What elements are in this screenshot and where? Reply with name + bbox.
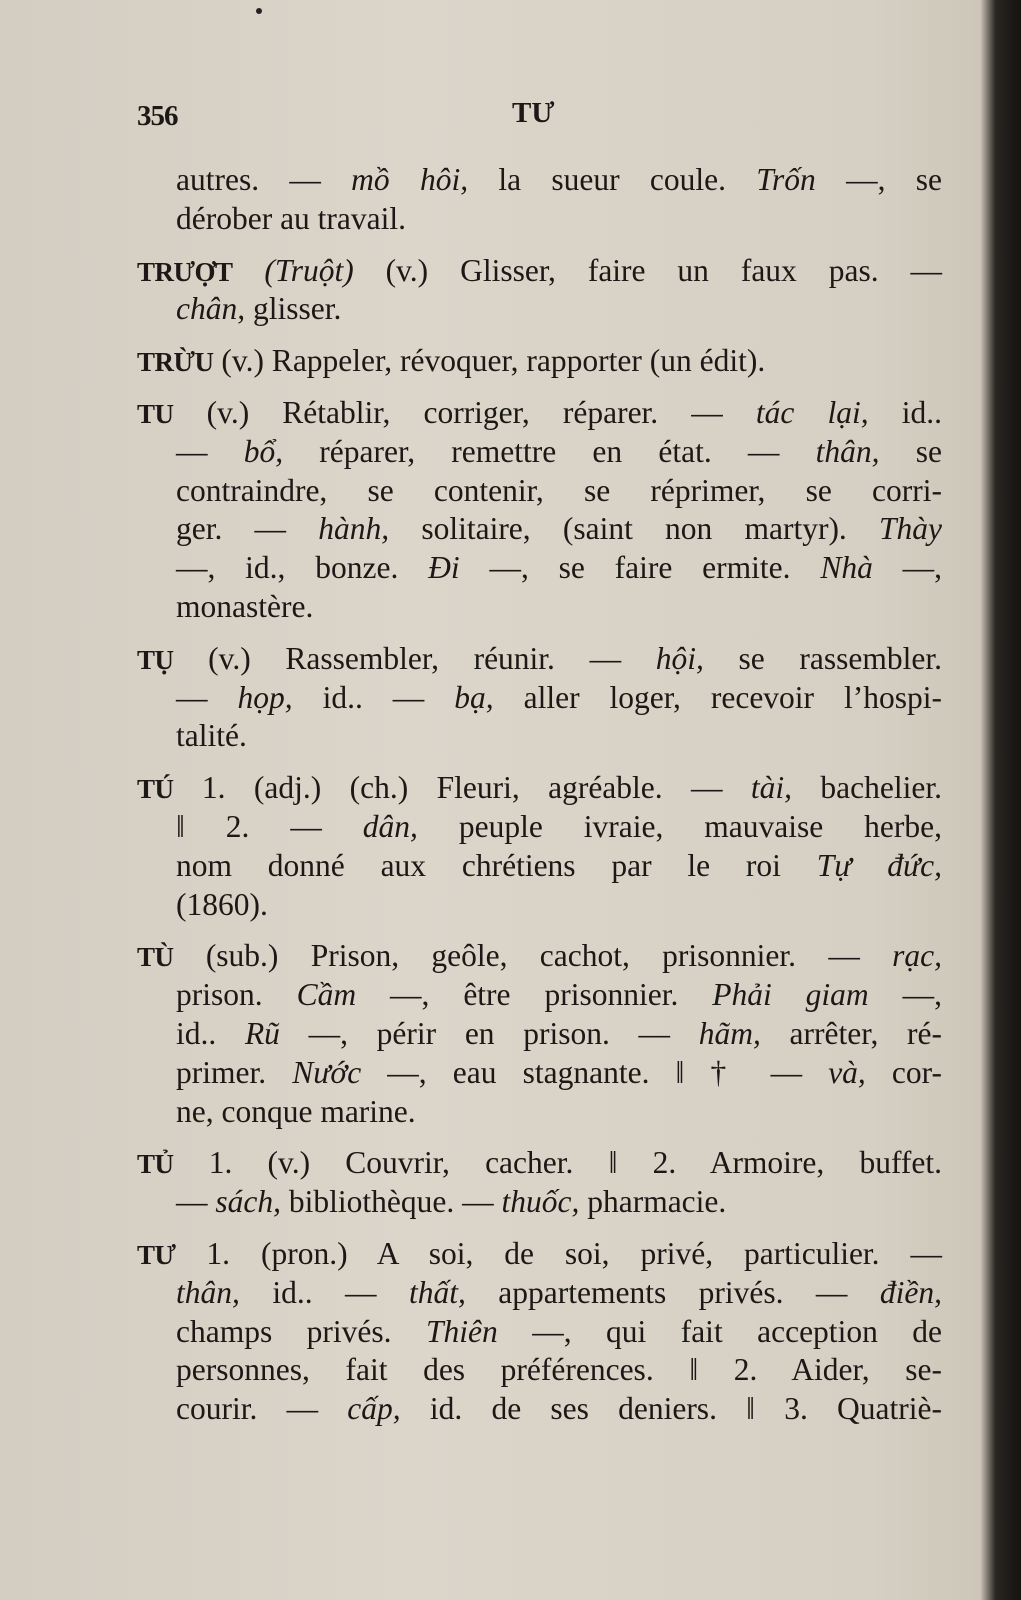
entry-line [176, 291, 942, 327]
entry-line [176, 1016, 942, 1052]
headword: TỦ [137, 1149, 174, 1180]
definition-text: cor- [865, 1054, 942, 1090]
vietnamese-phrase: hội, [655, 640, 704, 676]
page-number: 356 [137, 100, 178, 132]
definition-text: (1860). [176, 886, 268, 922]
vietnamese-phrase: Phải giam [712, 977, 869, 1013]
vietnamese-phrase: Trốn [756, 162, 816, 197]
definition-text: la sueur coule. [468, 162, 757, 197]
definition-text: —, id., bonze. [176, 550, 429, 586]
definition-text: — [176, 433, 244, 469]
headword: TU [137, 399, 174, 429]
entry-headline [137, 253, 942, 290]
entry-line [176, 1314, 942, 1350]
vietnamese-phrase: Đi [428, 550, 460, 586]
definition-text: — [176, 679, 238, 715]
entry-line [176, 162, 942, 198]
definition-text: dérober au travail. [176, 200, 407, 236]
definition-text: bachelier. [792, 770, 942, 806]
definition-text: bibliothèque. — [281, 1184, 502, 1220]
definition-text: monastère. [176, 589, 314, 624]
definition-text: (sub.) Prison, geôle, cachot, prisonnier. — [173, 938, 893, 974]
running-head: TƯ [512, 97, 555, 129]
entry-headline [137, 938, 942, 975]
definition-text: id.. — [239, 1274, 409, 1310]
vietnamese-phrase: Thiên [425, 1313, 498, 1349]
definition-text: id.. — [292, 679, 455, 715]
definition-text: aller loger, recevoir l’hospi- [493, 679, 942, 715]
vietnamese-phrase: Tự đức, [816, 847, 942, 883]
definition-text: ne, conque marine. [176, 1093, 416, 1129]
definition-text: ger. — [176, 511, 319, 547]
definition-text: solitaire, (saint non martyr). [389, 511, 880, 547]
definition-text: —, être prisonnier. [356, 977, 713, 1013]
definition-text: se [879, 433, 942, 469]
headword: TRƯỢT [137, 256, 233, 287]
vietnamese-phrase: và, [828, 1054, 866, 1090]
definition-text: (v.) Glisser, faire un faux pas. — [353, 252, 942, 288]
definition-text: —, eau stagnante. ‖ † — [361, 1054, 829, 1090]
definition-text: pharmacie. [579, 1184, 727, 1220]
vietnamese-phrase: bạ, [454, 679, 494, 715]
entry-headline [137, 1236, 942, 1273]
definition-text: 1. (v.) Couvrir, cacher. ‖ 2. Armoire, buffet. [173, 1145, 942, 1181]
definition-text: nom donné aux chrétiens par le roi [176, 847, 817, 883]
entry-line [176, 1055, 942, 1091]
vietnamese-phrase: thân, [815, 433, 880, 469]
definition-text: —, se faire ermite. [459, 550, 821, 586]
entry-headline [137, 770, 942, 807]
entry-line [176, 1352, 942, 1388]
vietnamese-phrase: sách, [215, 1184, 281, 1220]
headword: TÙ [137, 942, 174, 973]
entry-line [176, 589, 942, 625]
entry-line [176, 848, 942, 884]
vietnamese-phrase: cấp, [347, 1391, 401, 1427]
headword: TỤ [137, 644, 174, 675]
definition-text: (v.) Rétablir, corriger, réparer. — [173, 395, 756, 430]
vietnamese-phrase: hành, [318, 511, 390, 547]
vietnamese-phrase: Nhà [820, 550, 873, 586]
entry-line [176, 201, 942, 237]
definition-text: 1. (adj.) (ch.) Fleuri, agréable. — [173, 770, 751, 806]
definition-text: autres. — [176, 162, 352, 197]
vietnamese-phrase: chân, [176, 291, 246, 327]
definition-text: courir. — [176, 1391, 348, 1427]
vietnamese-phrase: rạc, [892, 938, 942, 974]
vietnamese-phrase: hãm, [698, 1016, 761, 1051]
definition-text: arrêter, ré- [760, 1016, 942, 1051]
headword: TƯ [137, 1240, 176, 1270]
entry-line [176, 680, 942, 716]
definition-text: ‖ 2. — [176, 809, 363, 844]
entry-line [176, 887, 942, 923]
definition-text [233, 253, 265, 288]
entry-line [176, 1094, 942, 1130]
definition-text: glisser. [245, 291, 342, 327]
entry-line [176, 1184, 942, 1220]
vietnamese-phrase: (Truột) [264, 252, 354, 288]
headword: TRỪU [137, 347, 214, 378]
definition-text: appartements privés. — [465, 1274, 880, 1310]
headword: TÚ [137, 774, 174, 805]
vietnamese-phrase: Cầm [296, 977, 357, 1013]
definition-text: talité. [176, 718, 247, 754]
entry-headline [137, 1145, 942, 1182]
definition-text: personnes, fait des préférences. ‖ 2. Aider, se- [176, 1352, 942, 1388]
entry-headline [137, 395, 942, 432]
definition-text: réparer, remettre en état. — [283, 433, 816, 469]
entry-line [176, 977, 942, 1013]
definition-text: (v.) Rappeler, révoquer, rapporter (un édit). [213, 343, 766, 379]
vietnamese-phrase: điền, [879, 1274, 942, 1310]
entry-line [176, 718, 942, 754]
entry-line [176, 473, 942, 509]
definition-text: —, périr en prison. — [279, 1016, 699, 1051]
definition-text: id. de ses deniers. ‖ 3. Quatriè- [400, 1391, 942, 1427]
definition-text: primer. [176, 1054, 293, 1090]
vietnamese-phrase: Nước [292, 1054, 362, 1090]
definition-text: id.. [868, 395, 942, 430]
vietnamese-phrase: bổ, [243, 433, 284, 469]
entry-line [176, 550, 942, 586]
entry-line [176, 434, 942, 470]
vietnamese-phrase: tác lại, [755, 395, 869, 430]
ink-speck [256, 8, 262, 14]
definition-text: id.. [176, 1016, 245, 1051]
definition-text: (v.) Rassembler, réunir. — [173, 640, 656, 676]
definition-text: champs privés. [176, 1313, 426, 1349]
vietnamese-phrase: họp, [237, 679, 293, 715]
vietnamese-phrase: thuốc, [501, 1184, 580, 1220]
definition-text: —, [872, 550, 943, 586]
vietnamese-phrase: Rũ [244, 1016, 280, 1051]
definition-text: contraindre, se contenir, se réprimer, se corri- [176, 472, 942, 508]
vietnamese-phrase: dân, [362, 809, 418, 844]
entry-headline [137, 343, 942, 380]
definition-text: —, [868, 977, 942, 1013]
vietnamese-phrase: mồ hôi, [351, 162, 469, 197]
definition-text: se rassembler. [703, 640, 942, 676]
entry-line [176, 809, 942, 845]
definition-text: peuple ivraie, mauvaise herbe, [417, 809, 942, 844]
vietnamese-phrase: thân, [176, 1274, 240, 1310]
definition-text: —, qui fait acception de [497, 1313, 942, 1349]
definition-text: prison. [176, 977, 297, 1013]
entry-headline [137, 641, 942, 678]
entry-line [176, 1391, 942, 1427]
entry-line [176, 511, 942, 547]
vietnamese-phrase: Thày [879, 511, 943, 547]
entry-line [176, 1275, 942, 1311]
definition-text: —, se [815, 162, 942, 197]
vietnamese-phrase: tài, [750, 770, 793, 806]
definition-text: 1. (pron.) A soi, de soi, privé, particulier. — [175, 1236, 942, 1271]
definition-text: — [176, 1184, 216, 1220]
vietnamese-phrase: thất, [408, 1274, 466, 1310]
